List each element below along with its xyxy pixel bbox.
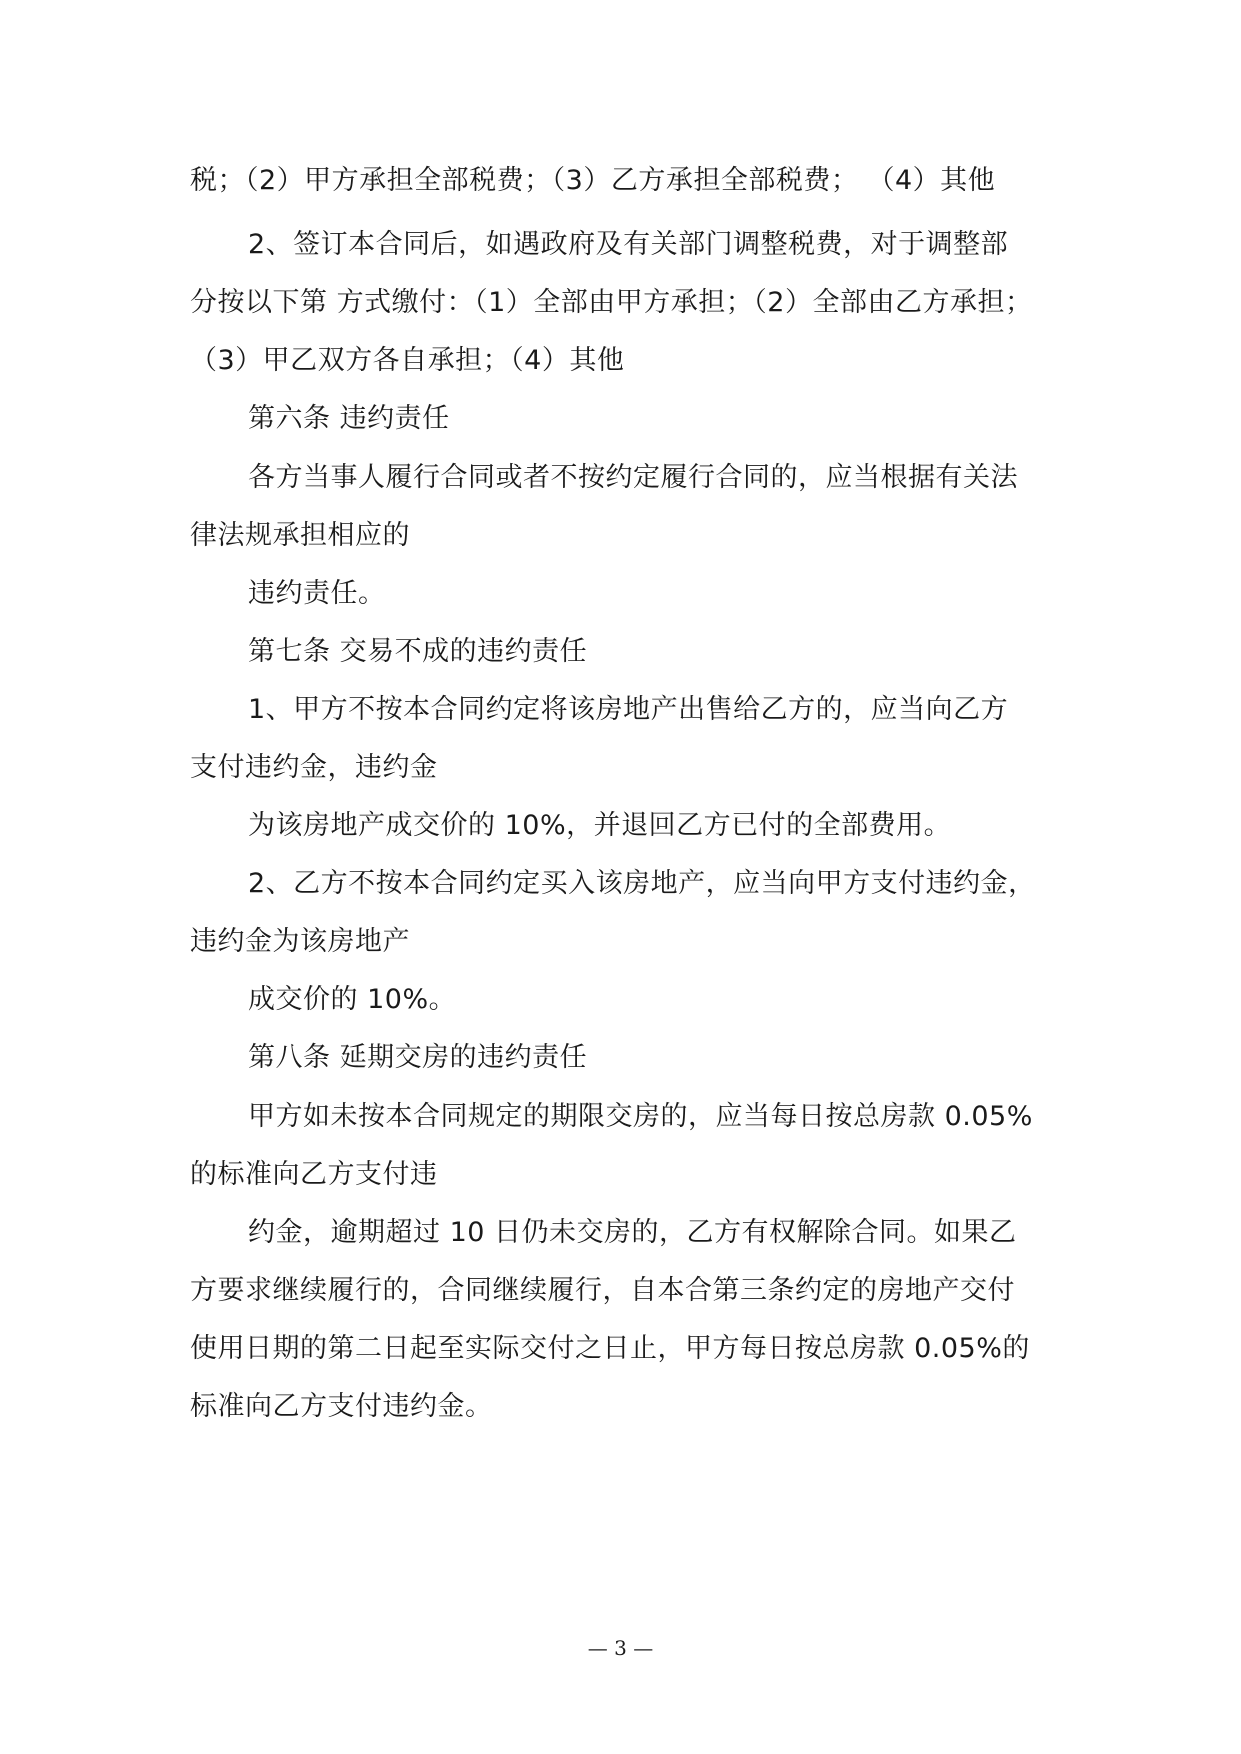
text-line-13: 2、乙方不按本合同约定买入该房地产，应当向甲方支付违约金，	[248, 868, 1036, 899]
text-line-11: 支付违约金，违约金	[190, 752, 438, 783]
text-line-15: 成交价的 10%。	[248, 984, 457, 1015]
text-line-12: 为该房地产成交价的 10%，并退回乙方已付的全部费用。	[248, 810, 952, 841]
article-seven-heading: 第七条 交易不成的违约责任	[248, 636, 588, 667]
text-line-21: 使用日期的第二日起至实际交付之日止，甲方每日按总房款 0.05%的	[190, 1333, 1030, 1364]
text-line-6: 各方当事人履行合同或者不按约定履行合同的，应当根据有关法	[248, 462, 1018, 493]
text-line-10: 1、甲方不按本合同约定将该房地产出售给乙方的，应当向乙方	[248, 694, 1009, 725]
article-six-heading: 第六条 违约责任	[248, 403, 450, 434]
text-line-20: 方要求继续履行的，合同继续履行，自本合第三条约定的房地产交付	[190, 1275, 1015, 1306]
text-line-7: 律法规承担相应的	[190, 520, 410, 551]
text-line-1: 税；（2）甲方承担全部税费；（3）乙方承担全部税费； （4）其他	[190, 165, 996, 196]
text-line-18: 的标准向乙方支付违	[190, 1159, 438, 1190]
text-line-17: 甲方如未按本合同规定的期限交房的，应当每日按总房款 0.05%	[248, 1101, 1033, 1132]
text-line-4: （3）甲乙双方各自承担；（4）其他	[190, 345, 625, 376]
text-line-14: 违约金为该房地产	[190, 926, 410, 957]
article-eight-heading: 第八条 延期交房的违约责任	[248, 1042, 588, 1073]
text-line-3: 分按以下第 方式缴付：（1）全部由甲方承担；（2）全部由乙方承担；	[190, 287, 1033, 318]
text-line-8: 违约责任。	[248, 578, 386, 609]
text-line-19: 约金，逾期超过 10 日仍未交房的，乙方有权解除合同。如果乙	[248, 1217, 1017, 1248]
page-number: — 3 —	[587, 1636, 654, 1660]
text-line-2: 2、签订本合同后，如遇政府及有关部门调整税费，对于调整部	[248, 229, 1009, 260]
text-line-22: 标准向乙方支付违约金。	[190, 1391, 493, 1422]
